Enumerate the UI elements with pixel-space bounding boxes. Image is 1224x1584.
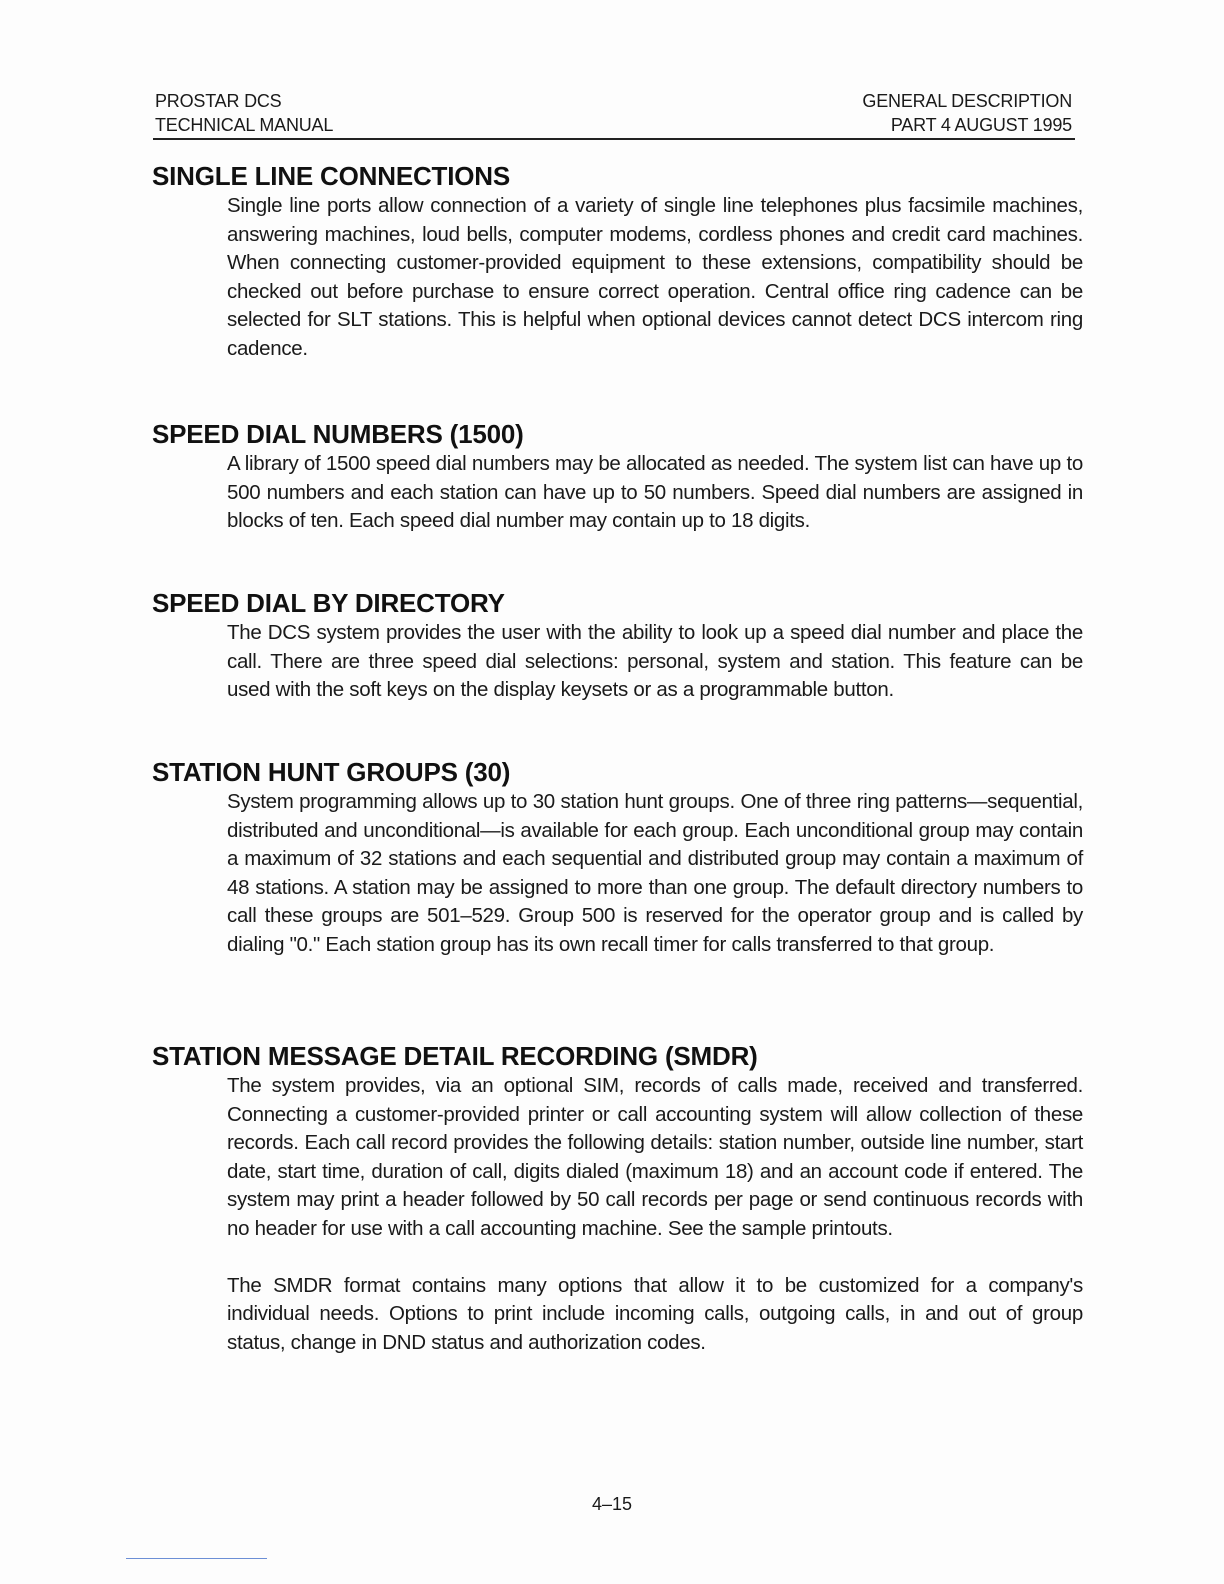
section-smdr (152, 1040, 1083, 1357)
section-paragraph: Single line ports allow connection of a variety of single line telephones plus facsimile machines, answering machines, loud bells, computer modems, cordless phones and credit card machines. When connecting customer-provided equipment to these extensions, compatibility should be checked out before purchase to ensure correct operation. Central office ring cadence can be selected for SLT stations. This is helpful when optional devices cannot detect DCS intercom ring cadence. (227, 194, 1083, 360)
header-left (155, 89, 333, 137)
section-paragraph: System programming allows up to 30 station hunt groups. One of three ring patterns—sequential, distributed and unconditional—is available for each group. Each unconditional group may contain a maximum of 32 stations and each sequential and distributed group may contain a maximum of 48 stations. A station may be assigned to more than one group. The default directory numbers to call these groups are 501–529. Group 500 is reserved for the operator group and is called by dialing "0." Each station group has its own recall timer for calls transferred to that group. (227, 790, 1083, 956)
section-title: SPEED DIAL NUMBERS (1500) (152, 419, 524, 449)
section-title: SINGLE LINE CONNECTIONS (152, 161, 510, 191)
section-station-hunt-groups (152, 756, 1083, 960)
section-speed-dial-numbers (152, 418, 1083, 536)
section-paragraph: The SMDR format contains many options that allow it to be customized for a company's individual needs. Options to print include incoming calls, outgoing calls, in and out of group status, change in DND status and authorization codes. (227, 1273, 1083, 1354)
header-product: PROSTAR DCS (155, 91, 282, 111)
section-title: STATION HUNT GROUPS (30) (152, 757, 511, 787)
section-title: SPEED DIAL BY DIRECTORY (152, 588, 505, 618)
section-paragraph: A library of 1500 speed dial numbers may be allocated as needed. The system list can have up to 500 numbers and each station can have up to 50 numbers. Speed dial numbers are assigned in blocks of ten. Each speed dial number may contain up to 18 digits. (227, 452, 1083, 533)
page-number: 4–15 (591, 1494, 633, 1514)
header-part-date: PART 4 AUGUST 1995 (890, 115, 1072, 135)
footer-underline (126, 1558, 267, 1559)
section-title: STATION MESSAGE DETAIL RECORDING (SMDR) (152, 1041, 758, 1071)
section-paragraph: The DCS system provides the user with the ability to look up a speed dial number and place the call. There are three speed dial selections: personal, system and station. This feature can be used with the soft keys on the display keysets or as a programmable button. (227, 621, 1083, 702)
header-manual-type: TECHNICAL MANUAL (155, 115, 334, 135)
header-section-title: GENERAL DESCRIPTION (862, 91, 1072, 111)
header-divider (153, 138, 1075, 140)
section-single-line-connections (152, 160, 1083, 364)
section-speed-dial-by-directory (152, 587, 1083, 705)
section-paragraph: The system provides, via an optional SIM, records of calls made, received and transferred. Connecting a customer-provided printer or call accounting system will allow collection of these records. Each call record provides the following details: station number, outside line number, start date, start time, duration of call, digits dialed (maximum 18) and an account code if entered. The system may print a header followed by 50 call records per page or send continuous records with no header for use with a call accounting machine. See the sample printouts. (227, 1074, 1083, 1240)
header-right (862, 89, 1072, 137)
